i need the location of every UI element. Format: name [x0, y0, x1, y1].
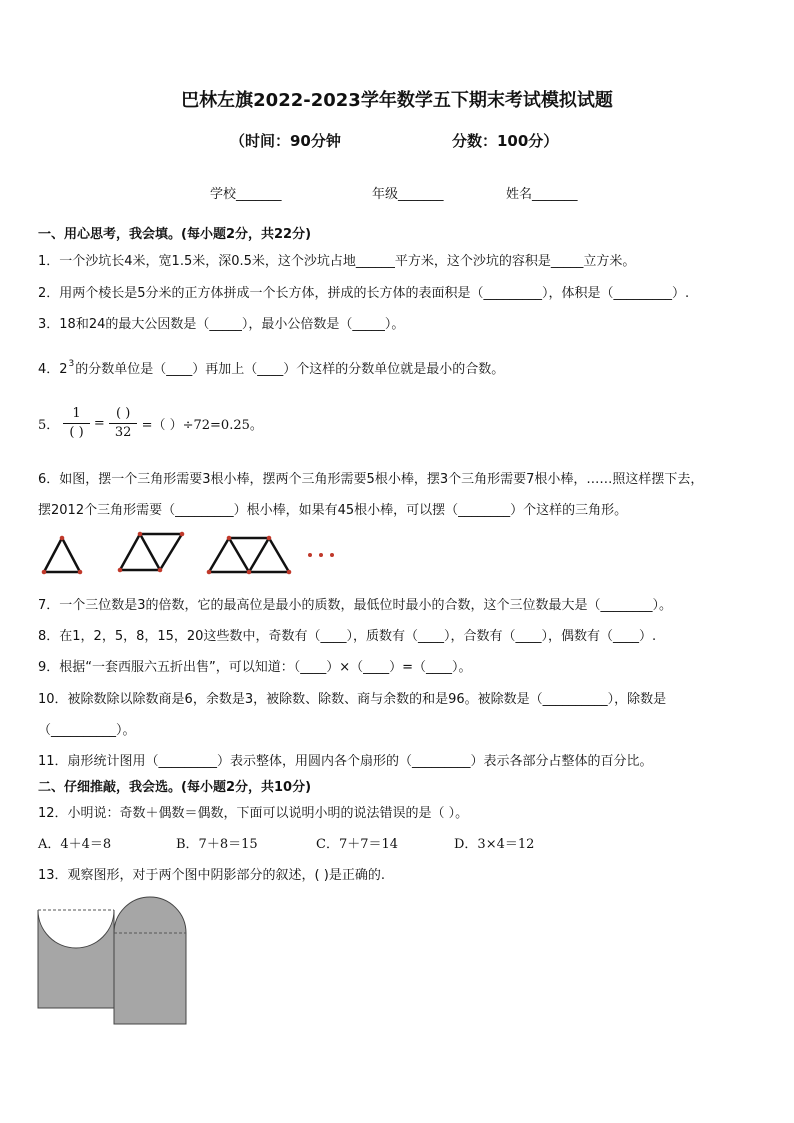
section-2-heading: 二、仔细推敲，我会选。(每小题2分，共10分): [38, 780, 312, 795]
question-12: 12．小明说：奇数＋偶数＝偶数，下面可以说明小明的说法错误的是（ ）。: [38, 806, 469, 821]
question-5: [38, 405, 263, 442]
school-field: 学校_______: [210, 187, 282, 202]
question-11: 11．扇形统计图用（_________）表示整体，用圆内各个扇形的（_________）表示各部分占整体的百分比。: [38, 754, 653, 769]
q5-fraction-2-denominator: 32: [114, 425, 132, 440]
question-2: 2．用两个棱长是5分米的正方体拼成一个长方体，拼成的长方体的表面积是（_________），体积是（_________）.: [38, 286, 690, 301]
q12-option-a: A．4＋4＝8: [38, 837, 112, 852]
q5-fraction-1-denominator: ( ): [69, 425, 84, 440]
q5-suffix: =（ ）÷72=0.25。: [141, 418, 263, 433]
question-7: 7．一个三位数是3的倍数，它的最高位是最小的质数，最低位时最小的合数，这个三位数最大是（________）。: [38, 598, 673, 613]
triangle-sticks-figure: [36, 530, 346, 578]
q12-option-d: D．3×4＝12: [454, 837, 535, 852]
q5-fraction-2: [109, 405, 138, 442]
question-4: [38, 358, 504, 377]
shaded-shapes-figure: [36, 890, 196, 1030]
name-field: 姓名_______: [506, 187, 578, 202]
time-label: （时间：90分钟: [230, 132, 341, 150]
triangle-figure-1: [44, 538, 80, 572]
triangle-figure-2b: [140, 534, 182, 570]
q12-option-c: C．7＋7＝14: [316, 837, 399, 852]
q12-option-b: B．7＋8＝15: [176, 837, 258, 852]
question-1: 1．一个沙坑长4米，宽1.5米，深0.5米，这个沙坑占地______平方米，这个沙坑的容积是_____立方米。: [38, 254, 636, 269]
section-1-heading: 一、用心思考，我会填。(每小题2分，共22分): [38, 227, 312, 242]
q4-suffix: 的分数单位是（____）再加上（____）个这样的分数单位就是最小的合数。: [75, 362, 505, 377]
question-13: 13．观察图形，对于两个图中阴影部分的叙述，( )是正确的.: [38, 868, 385, 883]
q4-prefix: 4．2: [38, 362, 68, 377]
triangle-figure-2a: [120, 534, 160, 570]
question-6-line-2: 摆2012个三角形需要（_________）根小棒，如果有45根小棒，可以摆（________）个这样的三角形。: [38, 503, 628, 518]
question-9: 9．根据“一套西服六五折出售”，可以知道：（____）×（____）=（____）。: [38, 660, 472, 675]
question-3: 3．18和24的最大公因数是（_____），最小公倍数是（_____）。: [38, 317, 405, 332]
question-6-line-1: 6．如图，摆一个三角形需要3根小棒，摆两个三角形需要5根小棒，摆3个三角形需要7根小棒，……照这样摆下去，: [38, 472, 704, 487]
q4-superscript: 3: [68, 359, 75, 369]
score-label: 分数：100分）: [452, 132, 559, 150]
question-10-line-1: 10．被除数除以除数商是6，余数是3，被除数、除数、商与余数的和是96。被除数是（__________），除数是: [38, 692, 667, 707]
question-8: 8．在1，2，5，8，15，20这些数中，奇数有（____），质数有（____），合数有（____），偶数有（____）.: [38, 629, 657, 644]
q5-prefix: 5．: [38, 418, 60, 433]
q5-fraction-1: [63, 405, 89, 442]
q5-fraction-2-numerator: ( ): [109, 405, 138, 424]
q5-equals: =: [93, 416, 105, 431]
question-10-line-2: （__________）。: [38, 723, 136, 738]
grade-field: 年级_______: [372, 187, 444, 202]
shape-2-shaded: [114, 897, 186, 1024]
shape-1-shaded: [38, 910, 114, 1008]
page-title: 巴林左旗2022-2023学年数学五下期末考试模拟试题: [181, 90, 613, 111]
q5-fraction-1-numerator: 1: [63, 405, 89, 424]
triangle-figure-3a: [209, 538, 249, 572]
continuation-dots: [308, 553, 334, 557]
